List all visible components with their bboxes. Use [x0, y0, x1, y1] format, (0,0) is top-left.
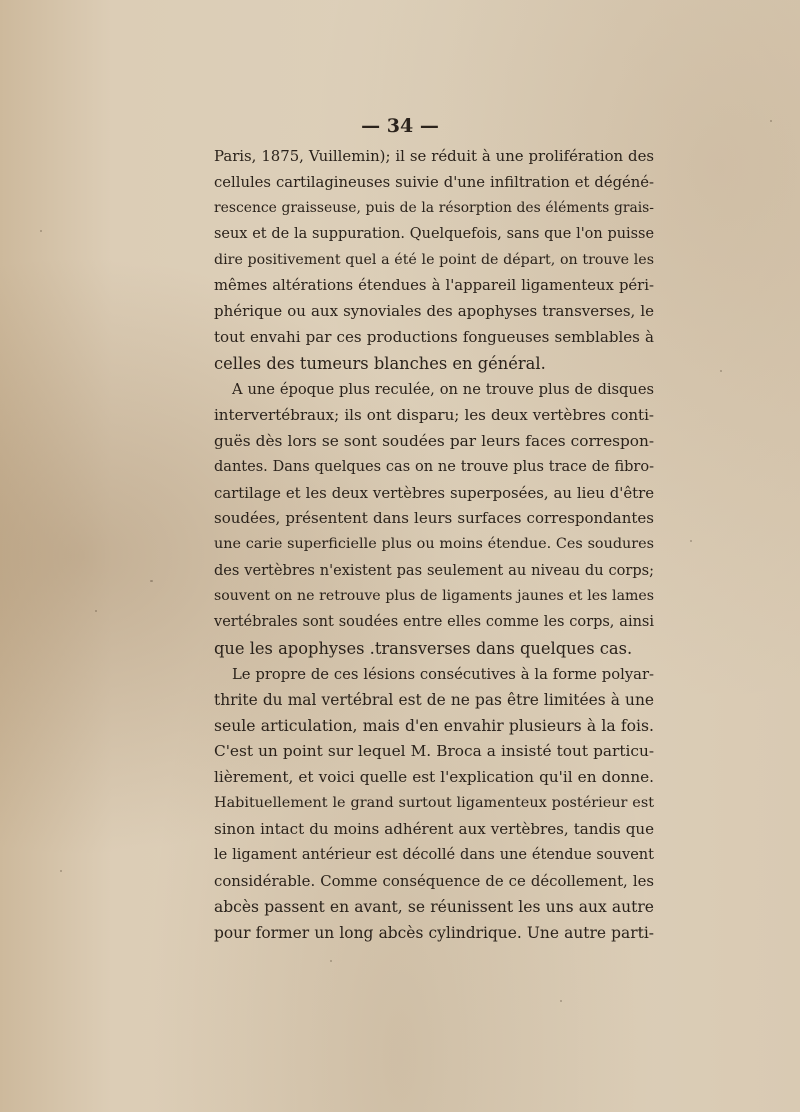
text-line: Habituellement le grand surtout ligamenteux postérieur est: [214, 795, 654, 812]
text-line: intervertébraux; ils ont disparu; les deux vertèbres conti-: [214, 405, 654, 424]
text-line: le ligament antérieur est décollé dans une étendue souvent: [214, 847, 654, 864]
text-line: rescence graisseuse, puis de la résorption des éléments grais-: [214, 199, 654, 216]
text-line: soudées, présentent dans leurs surfaces correspondantes: [214, 509, 654, 528]
text-line: thrite du mal vertébral est de ne pas être limitées à une: [214, 690, 654, 709]
text-line: une carie superficielle plus ou moins étendue. Ces soudures: [214, 536, 654, 553]
text-line: vertébrales sont soudées entre elles comme les corps, ainsi: [214, 614, 654, 631]
paragraph-start-line: Le propre de ces lésions consécutives à la forme polyar-: [232, 665, 654, 683]
text-line: phérique ou aux synoviales des apophyses transverses, le: [214, 302, 654, 321]
text-line: celles des tumeurs blanches en général.: [214, 354, 546, 374]
text-line: lièrement, et voici quelle est l'explication qu'il en donne.: [214, 768, 654, 787]
paragraph-start-line: A une époque plus reculée, on ne trouve plus de disques: [232, 381, 654, 399]
text-line: abcès passent en avant, se réunissent les uns aux autre: [214, 897, 654, 916]
text-line: cartilage et les deux vertèbres superposées, au lieu d'être: [214, 483, 654, 502]
text-line: souvent on ne retrouve plus de ligaments jaunes et les lames: [214, 588, 654, 605]
text-line: pour former un long abcès cylindrique. Une autre parti-: [214, 923, 654, 942]
text-line: guës dès lors se sont soudées par leurs faces correspon-: [214, 431, 654, 450]
text-line: C'est un point sur lequel M. Broca a insisté tout particu-: [214, 742, 654, 761]
text-line: dire positivement quel a été le point de départ, on trouve les: [214, 251, 654, 268]
text-line: seux et de la suppuration. Quelquefois, sans que l'on puisse: [214, 225, 654, 242]
text-line: seule articulation, mais d'en envahir plusieurs à la fois.: [214, 716, 654, 735]
text-line: des vertèbres n'existent pas seulement au niveau du corps;: [214, 562, 654, 580]
text-line: mêmes altérations étendues à l'appareil ligamenteux péri-: [214, 277, 654, 295]
body-text: [214, 144, 654, 947]
text-line: que les apophyses .transverses dans quelques cas.: [214, 638, 633, 658]
text-line: cellules cartilagineuses suivie d'une infiltration et dégéné-: [214, 173, 654, 191]
text-line: tout envahi par ces productions fongueuses semblables à: [214, 328, 654, 347]
text-line: considérable. Comme conséquence de ce décollement, les: [214, 871, 654, 890]
page-number: — 34 —: [361, 115, 439, 137]
text-line: dantes. Dans quelques cas on ne trouve plus trace de fibro-: [214, 458, 654, 475]
text-line: sinon intact du moins adhérent aux vertèbres, tandis que: [214, 820, 654, 839]
text-line: Paris, 1875, Vuillemin); il se réduit à une prolifération des: [214, 147, 654, 165]
